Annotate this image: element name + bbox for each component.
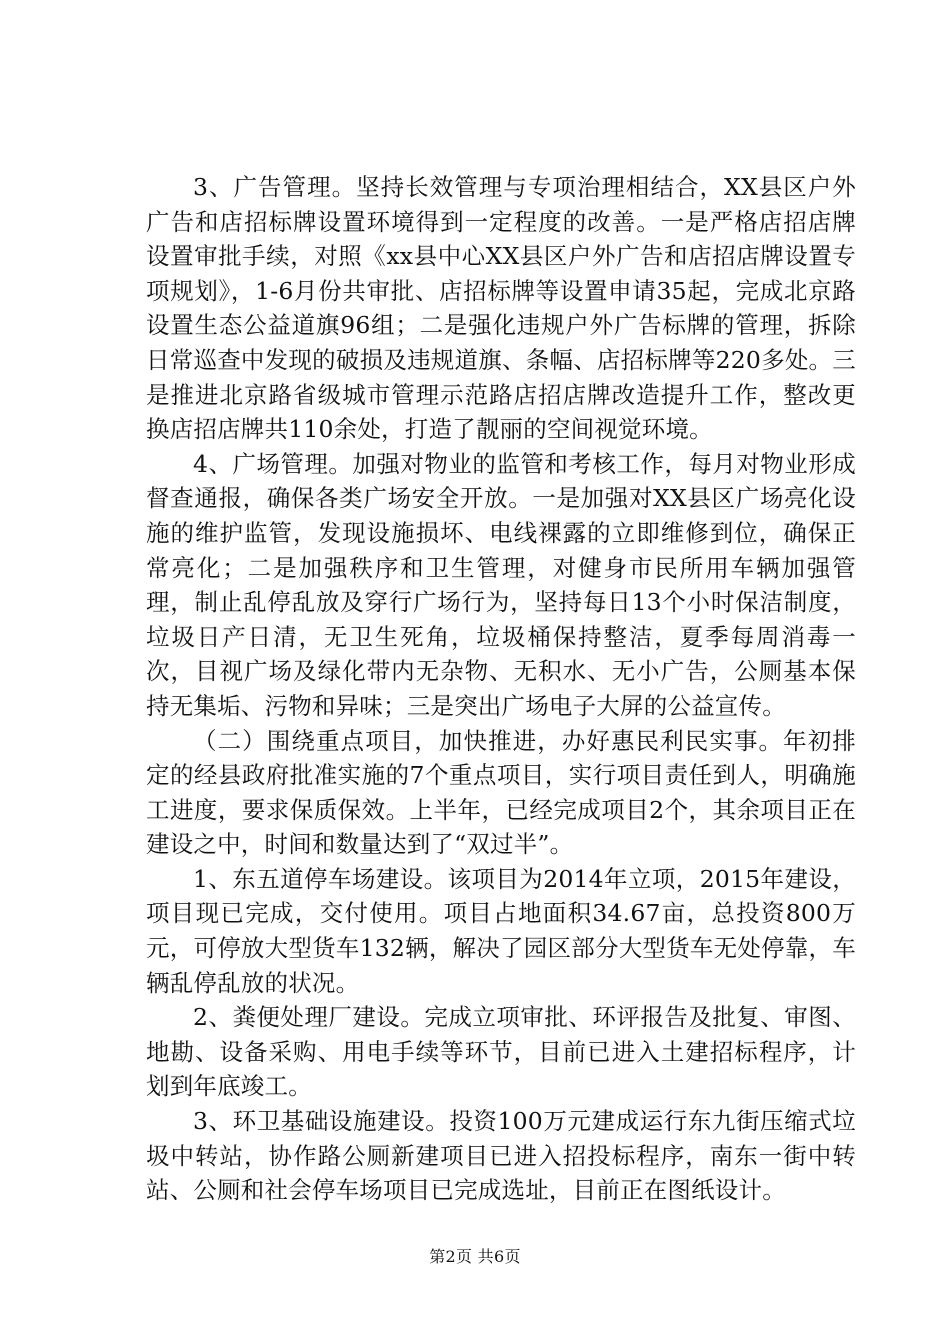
paragraph-parking-lot: 1、东五道停车场建设。该项目为2014年立项，2015年建设，项目现已完成，交付使用。项目占地面积34.67亩，总投资800万元，可停放大型货车132辆，解决了园区部分大型货车无处停靠，车辆乱停乱放的状况。 <box>146 864 856 997</box>
paragraph-sanitation-facilities: 3、环卫基础设施建设。投资100万元建成运行东九街压缩式垃圾中转站，协作路公厕新建项目已进入招投标程序，南东一街中转站、公厕和社会停车场项目已完成选址，目前正在图纸设计。 <box>146 1107 856 1205</box>
document-body <box>146 170 856 1208</box>
paragraph-square-management: 4、广场管理。加强对物业的监管和考核工作，每月对物业形成督查通报，确保各类广场安全开放。一是加强对XX县区广场亮化设施的维护监管，发现设施损坏、电线裸露的立即维修到位，确保正常亮化；二是加强秩序和卫生管理，对健身市民所用车辆加强管理，制止乱停乱放及穿行广场行为，坚持每日13个小时保洁制度，垃圾日产日清，无卫生死角，垃圾桶保持整洁，夏季每周消毒一次，目视广场及绿化带内无杂物、无积水、无小广告，公厕基本保持无集垢、污物和异味；三是突出广场电子大屏的公益宣传。 <box>146 449 856 720</box>
paragraph-key-projects: （二）围绕重点项目，加快推进，办好惠民利民实事。年初排定的经县政府批准实施的7个重点项目，实行项目责任到人，明确施工进度，要求保质保效。上半年，已经完成项目2个，其余项目正在建设之中，时间和数量达到了“双过半”。 <box>146 726 856 859</box>
paragraph-ad-management: 3、广告管理。坚持长效管理与专项治理相结合，XX县区户外广告和店招标牌设置环境得到一定程度的改善。一是严格店招店牌设置审批手续，对照《xx县中心XX县区户外广告和店招店牌设置专项规划》，1-6月份共审批、店招标牌等设置申请35起，完成北京路设置生态公益道旗96组；二是强化违规户外广告标牌的管理，拆除日常巡查中发现的破损及违规道旗、条幅、店招标牌等220多处。三是推进北京路省级城市管理示范路店招店牌改造提升工作，整改更换店招店牌共110余处，打造了靓丽的空间视觉环境。 <box>146 173 856 444</box>
paragraph-waste-treatment-plant: 2、粪便处理厂建设。完成立项审批、环评报告及批复、审图、地勘、设备采购、用电手续等环节，目前已进入土建招标程序，计划到年底竣工。 <box>146 1003 856 1101</box>
page-number-footer: 第2页 共6页 <box>429 1247 521 1266</box>
